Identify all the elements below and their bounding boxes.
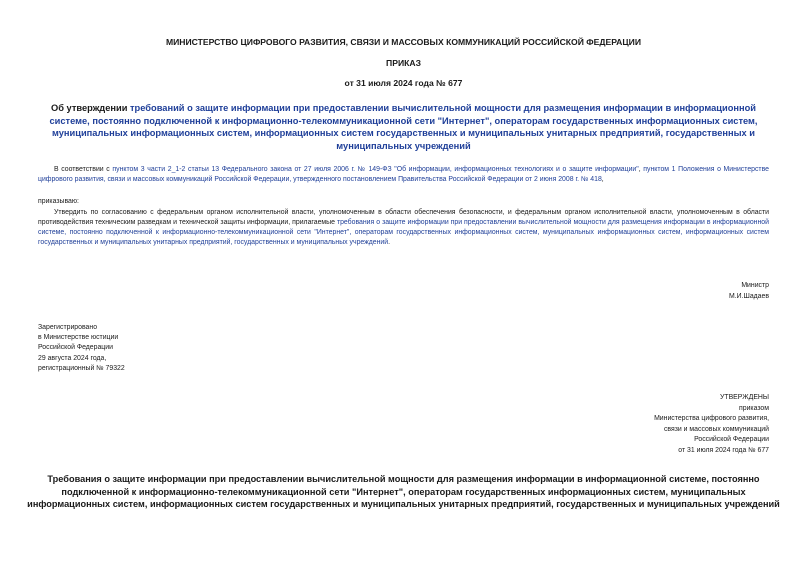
registration-line: в Министерстве юстиции [38,334,119,342]
requirements-link[interactable]: требований о защите информации при предоставлении вычислительной мощности для размещения информации в информационной системе, постоянно подключенной к информационно-телекоммуникационной сети "Интернет", операторам государственных информационных систем, муниципальных информационных систем, информационных систем государственных и муниципальных унитарных предприятий, государственных и муниципальных учреждений [49,103,758,151]
approve-text-1: Утвердить по согласованию с федеральным органом исполнительной власти, уполномоченным в области обеспечения безопасности, и федеральным органом исполнительной власти, уполномоченным в области противодействия техническим разведкам и технической защиты информации, прилагаемые [38,209,769,226]
approved-line: приказом [739,404,769,412]
requirements-title-line: информационных систем, информационных систем государственных и муниципальных унитарных предприятий, государственных и муниципальных учреждений [27,499,780,509]
approved-line: Российской Федерации [694,436,769,444]
signature-block [729,280,769,302]
approved-block [654,393,769,457]
orders-word: приказываю: [38,198,79,205]
approve-text-2: . [388,239,391,246]
preamble-paragraph [38,165,769,185]
requirements-title-line: подключенной к информационно-телекоммуникационной сети "Интернет", операторам государственных информационных систем, муниципальных [61,486,746,497]
requirements-title [22,473,785,511]
approved-line: УТВЕРЖДЕНЫ [720,394,769,401]
registration-line: 29 августа 2024 года, [38,354,107,362]
approved-line: Министерства цифрового развития, [654,415,769,423]
order-title [34,102,773,152]
registration-line: регистрационный № 79322 [38,364,125,372]
ministry-heading: МИНИСТЕРСТВО ЦИФРОВОГО РАЗВИТИЯ, СВЯЗИ И МАССОВЫХ КОММУНИКАЦИЙ РОССИЙСКОЙ ФЕДЕРАЦИИ [165,37,642,47]
approved-line: связи и массовых коммуникаций [663,425,769,433]
order-title-prefix: Об утверждении [50,103,130,113]
approved-line: от 31 июля 2024 года № 677 [678,446,769,454]
order-date: от 31 июля 2024 года № 677 [344,78,463,88]
approve-paragraph [38,208,769,248]
requirements-title-line: Требования о защите информации при предоставлении вычислительной мощности для размещения информации в информационной системе, постоянно [47,474,760,484]
ministry-regulation-link[interactable]: пунктом 1 Положения о Министерстве цифрового развития, связи и массовых коммуникаций Российской Федерации, утвержденного постановлением Правительства Российской Федерации от 2 июня 2008 г. № 418 [38,166,770,183]
preamble-text-3: , [601,176,604,183]
preamble-text-1: В соответствии с [54,166,113,173]
signatory-position: Министр [741,282,769,289]
registration-line: Российской Федерации [38,344,113,352]
preamble-text-2: , [638,166,644,173]
approved-requirements-link[interactable]: требования о защите информации при предоставлении вычислительной мощности для размещения информации в информационной системе, постоянно подключенной к информационно-телекоммуникационной сети "Интернет", операторам государственных информационных систем, муниципальных информационных систем, информационных систем государственных и муниципальных унитарных предприятий, государственных и муниципальных учреждений [38,219,769,246]
registration-line: Зарегистрировано [38,324,98,331]
federal-law-link[interactable]: пунктом 3 части 2_1-2 статьи 13 Федерального закона от 27 июля 2006 г. № 149-ФЗ "Об информации, информационных технологиях и о защите информации" [112,166,639,173]
order-heading: ПРИКАЗ [386,58,421,68]
signatory-name: М.И.Шадаев [728,293,769,300]
registration-block [38,323,125,374]
